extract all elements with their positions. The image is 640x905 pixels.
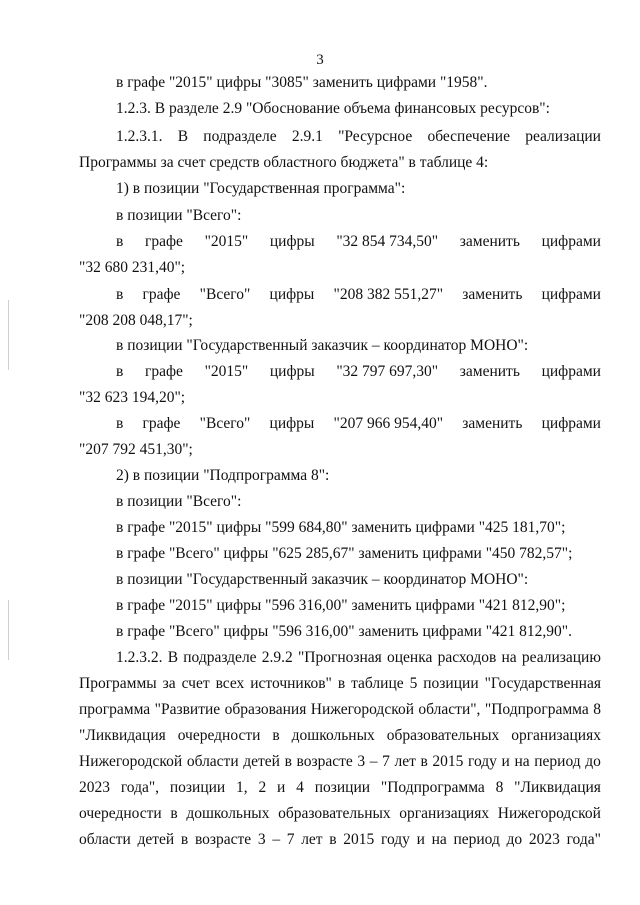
word: "Всего": [199, 415, 251, 432]
word: –: [369, 753, 378, 770]
text-line: в графе "2015" цифры "596 316,00" заменить цифрами "421 812,90";: [116, 597, 566, 614]
word: года": [566, 831, 601, 848]
text-line-justified: [79, 750, 601, 774]
section-heading: 1.2.3. В разделе 2.9 "Обоснование объема финансовых ресурсов":: [116, 100, 550, 117]
word: таблице: [351, 675, 404, 692]
word: источников": [250, 675, 332, 692]
text-line-justified: [79, 802, 601, 826]
word: обеспечение: [427, 128, 510, 145]
text-line-justified: [79, 828, 601, 852]
word: реализации: [525, 128, 601, 145]
scan-margin-mark: [8, 600, 9, 660]
text-line: "208 208 048,17";: [79, 312, 193, 329]
text-line-justified: [116, 360, 601, 384]
word: подразделе: [183, 649, 257, 666]
word: "208 382 551,27": [333, 286, 444, 303]
word: возрасте: [194, 831, 252, 848]
word: В: [177, 128, 189, 145]
word: и: [416, 831, 425, 848]
text-line-justified: [79, 776, 601, 800]
text-line: в графе "Всего" цифры "625 285,67" заменить цифрами "450 782,57";: [116, 545, 573, 562]
word: в: [170, 805, 178, 822]
word: 5: [409, 675, 418, 692]
text-line: "32 623 194,20";: [79, 389, 186, 406]
word: –: [272, 831, 281, 848]
word: "Развитие: [154, 701, 221, 718]
word: "Ликвидация: [514, 779, 601, 796]
text-line: "207 792 451,30";: [79, 441, 193, 458]
word: в: [180, 831, 189, 848]
word: организациях: [511, 727, 601, 744]
word: образовательных: [386, 727, 500, 744]
word: период: [534, 753, 581, 770]
text-line: 2) в позиции "Подпрограмма 8":: [116, 467, 330, 484]
word: лет: [394, 753, 416, 770]
word: на: [501, 649, 517, 666]
text-line-justified: [116, 125, 601, 149]
word: возрасте: [296, 753, 353, 770]
word: всех: [215, 675, 245, 692]
word: 1,: [236, 779, 248, 796]
word: 8: [593, 701, 601, 718]
word: 1.2.3.1.: [116, 128, 163, 145]
word: дошкольных: [186, 805, 270, 822]
scan-margin-mark: [8, 300, 9, 370]
word: Нижегородской: [497, 805, 601, 822]
word: в: [116, 286, 124, 303]
word: образовательных: [278, 805, 391, 822]
text-line-justified: [79, 672, 601, 696]
word: дошкольных: [291, 727, 375, 744]
text-line-justified: [116, 230, 601, 254]
word: в: [284, 753, 292, 770]
word: оценка: [386, 649, 433, 666]
word: 3: [357, 753, 366, 770]
word: и: [501, 753, 510, 770]
word: Нижегородской: [79, 753, 183, 770]
text-line-justified: [116, 283, 601, 307]
word: 8: [495, 779, 504, 796]
word: "207 966 954,40": [333, 415, 444, 432]
text-line: в графе "Всего" цифры "596 316,00" заменить цифрами "421 812,90".: [116, 623, 572, 640]
word: "Всего": [199, 286, 251, 303]
word: "Ресурсное: [338, 128, 413, 145]
word: цифры: [269, 233, 315, 250]
word: году: [380, 831, 410, 848]
text-line: в позиции "Всего":: [116, 493, 242, 510]
word: 2023: [79, 779, 110, 796]
word: до: [585, 753, 601, 770]
word: программа: [79, 701, 151, 718]
word: позиции: [423, 675, 479, 692]
word: период: [453, 831, 500, 848]
text-line: Программы за счет средств областного бюджета" в таблице 4:: [79, 154, 489, 171]
text-line-justified: [79, 698, 601, 722]
word: 2.9.1: [291, 128, 323, 145]
word: в: [116, 415, 124, 432]
word: в: [116, 363, 124, 380]
word: цифрами: [541, 363, 601, 380]
word: "Подпрограмма: [484, 701, 589, 718]
word: на: [431, 831, 447, 848]
word: позиции: [314, 779, 371, 796]
word: графе: [142, 415, 181, 432]
text-line: в графе "2015" цифры "3085" заменить цифрами "1958".: [116, 74, 488, 91]
word: организациях: [399, 805, 490, 822]
word: детей: [137, 831, 175, 848]
text-line: в позиции "Государственный заказчик – координатор МОНО":: [116, 571, 529, 588]
word: лет: [301, 831, 323, 848]
word: очередности: [177, 727, 261, 744]
word: "Государственная: [484, 675, 601, 692]
word: цифрами: [541, 286, 601, 303]
word: "2015": [204, 233, 249, 250]
word: области: [79, 831, 131, 848]
word: "2015": [204, 363, 249, 380]
word: заменить: [459, 233, 520, 250]
word: цифры: [269, 286, 315, 303]
word: реализацию: [521, 649, 601, 666]
word: подразделе: [203, 128, 277, 145]
word: заменить: [462, 286, 523, 303]
word: "32 854 734,50": [336, 233, 439, 250]
text-line: "32 680 231,40";: [79, 259, 186, 276]
word: Программы: [79, 675, 157, 692]
word: до: [506, 831, 523, 848]
word: "Подпрограмма: [380, 779, 485, 796]
text-line: в позиции "Государственный заказчик – координатор МОНО":: [116, 337, 529, 354]
word: в: [337, 675, 346, 692]
word: году: [468, 753, 497, 770]
word: 2015: [343, 831, 375, 848]
word: в: [329, 831, 337, 848]
word: цифры: [269, 363, 315, 380]
word: Нижегородской: [310, 701, 414, 718]
word: очередности: [79, 805, 162, 822]
word: графе: [144, 363, 183, 380]
word: "Ликвидация: [79, 727, 166, 744]
page-number: 3: [316, 52, 324, 68]
word: заменить: [459, 363, 520, 380]
word: позиции: [169, 779, 226, 796]
word: цифры: [269, 415, 315, 432]
text-line: в позиции "Всего":: [116, 207, 242, 224]
word: в: [420, 753, 428, 770]
word: 2015: [432, 753, 464, 770]
word: графе: [142, 286, 181, 303]
word: области: [186, 753, 239, 770]
word: графе: [144, 233, 183, 250]
word: 2: [258, 779, 267, 796]
text-line-justified: [116, 646, 601, 670]
word: счет: [181, 675, 210, 692]
word: 1.2.3.2.: [116, 649, 163, 666]
word: заменить: [462, 415, 523, 432]
word: в: [116, 233, 124, 250]
word: в: [272, 727, 280, 744]
word: цифрами: [541, 415, 601, 432]
word: образования: [224, 701, 307, 718]
word: за: [162, 675, 176, 692]
word: года",: [120, 779, 160, 796]
text-line: 1) в позиции "Государственная программа":: [116, 180, 406, 197]
word: и: [277, 779, 286, 796]
text-line-justified: [79, 724, 601, 748]
word: 7: [286, 831, 295, 848]
text-line-justified: [116, 412, 601, 436]
word: 2.9.2: [261, 649, 293, 666]
word: 3: [257, 831, 266, 848]
word: 7: [382, 753, 390, 770]
word: детей: [243, 753, 280, 770]
word: "Прогнозная: [297, 649, 382, 666]
word: области",: [418, 701, 481, 718]
word: на: [514, 753, 530, 770]
text-line: в графе "2015" цифры "599 684,80" заменить цифрами "425 181,70";: [116, 519, 566, 536]
word: 2023: [528, 831, 560, 848]
word: В: [167, 649, 179, 666]
word: 4: [296, 779, 304, 796]
word: расходов: [437, 649, 497, 666]
word: цифрами: [541, 233, 601, 250]
word: "32 797 697,30": [336, 363, 439, 380]
